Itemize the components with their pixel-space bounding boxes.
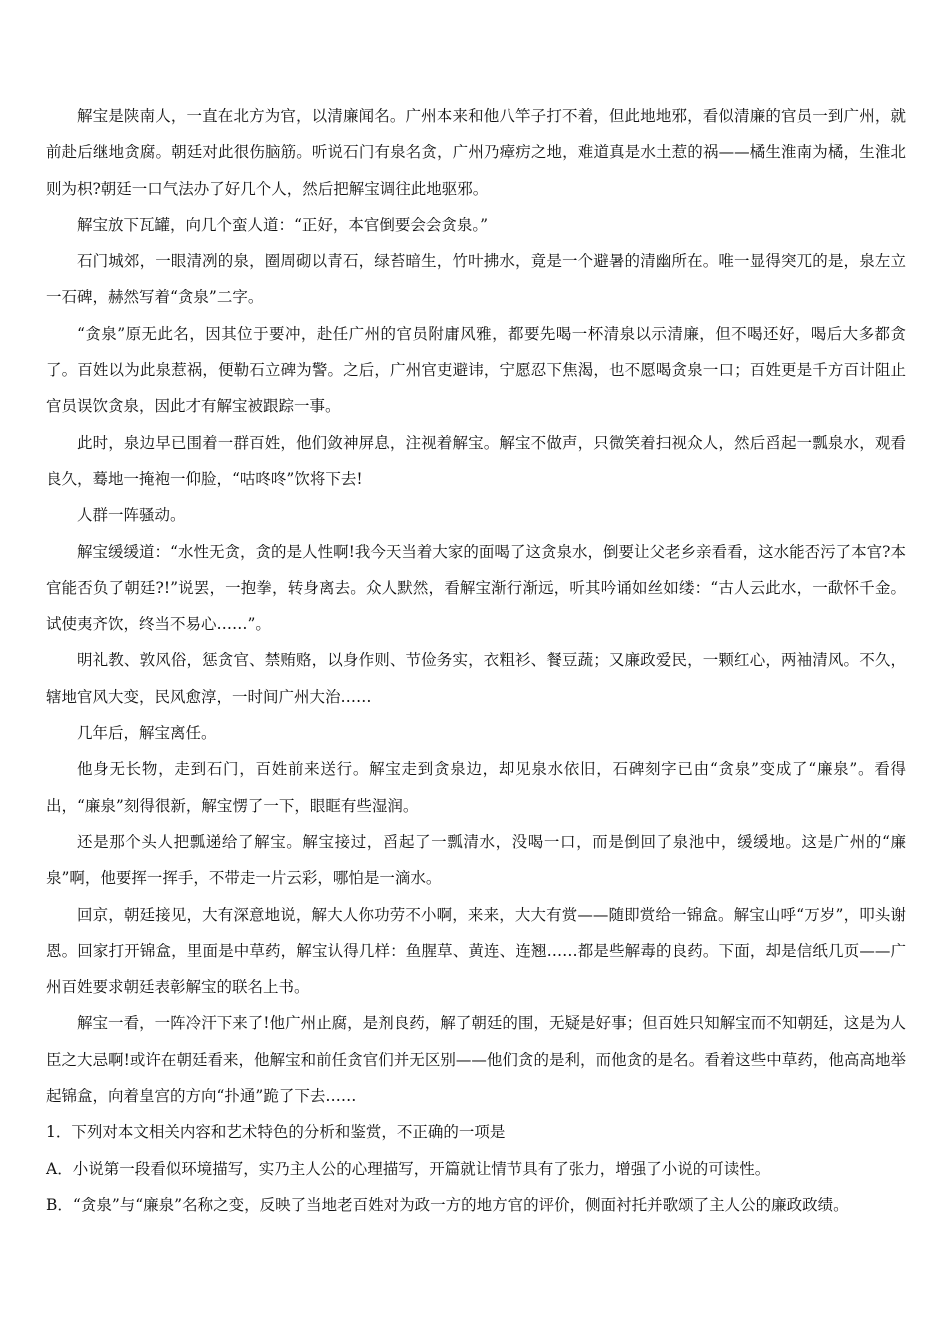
option-a: [46, 1151, 906, 1187]
story-paragraph-1: 解宝是陕南人，一直在北方为官，以清廉闻名。广州本来和他八竿子打不着，但此地地邪，看似清廉的官员一到广州，就前赴后继地贪腐。朝廷对此很伤脑筋。听说石门有泉名贪，广州乃瘴疠之地，难道真是水土惹的祸——橘生淮南为橘，生淮北则为枳?朝廷一口气法办了好几个人，然后把解宝调往此地驱邪。: [46, 107, 906, 198]
story-paragraph-4: “贪泉”原无此名，因其位于要冲，赴任广州的官员附庸风雅，都要先喝一杯清泉以示清廉，但不喝还好，喝后大多都贪了。百姓以为此泉惹祸，便勒石立碑为警。之后，广州官吏避讳，宁愿忍下焦渴，也不愿喝贪泉一口；百姓更是千方百计阻止官员误饮贪泉，因此才有解宝被跟踪一事。: [46, 324, 906, 416]
story-paragraph-8: 明礼教、敦风俗，惩贪官、禁贿赂，以身作则、节俭务实，衣粗衫、餐豆蔬；又廉政爱民，一颗红心，两袖清风。不久，辖地官风大变，民风愈淳，一时间广州大治……: [46, 651, 906, 706]
story-paragraph-13: 解宝一看，一阵冷汗下来了!他广州止腐，是剂良药，解了朝廷的围，无疑是好事；但百姓只知解宝而不知朝廷，这是为人臣之大忌啊!或许在朝廷看来，他解宝和前任贪官们并无区别——他们贪的是利，而他贪的是名。看着这些中草药，他高高地举起锦盒，向着皇宫的方向“扑通”跪了下去……: [46, 1014, 906, 1106]
story-paragraph-3: 石门城郊，一眼清冽的泉，圈周砌以青石，绿苔暗生，竹叶拂水，竟是一个避暑的清幽所在。唯一显得突兀的是，泉左立一石碑，赫然写着“贪泉”二字。: [46, 252, 906, 307]
story-paragraph-7: 解宝缓缓道：“水性无贪，贪的是人性啊!我今天当着大家的面喝了这贪泉水，倒要让父老乡亲看看，这水能否污了本官?本官能否负了朝廷?!”说罢，一抱拳，转身离去。众人默然，看解宝渐行渐远，听其吟诵如丝如缕：“古人云此水，一歃怀千金。试使夷齐饮，终当不易心……”。: [46, 542, 906, 634]
story-paragraph-11: 还是那个头人把瓢递给了解宝。解宝接过，舀起了一瓢清水，没喝一口，而是倒回了泉池中，缓缓地。这是广州的“廉泉”啊，他要挥一挥手，不带走一片云彩，哪怕是一滴水。: [46, 832, 906, 888]
article-body: [46, 98, 906, 1223]
question-stem: [46, 1114, 906, 1150]
option-a-label: A．: [46, 1159, 73, 1178]
story-paragraph-9: 几年后，解宝离任。: [77, 724, 217, 743]
story-paragraph-12: 回京，朝廷接见，大有深意地说，解大人你功劳不小啊，来来，大大有赏——随即赏给一锦盒。解宝山呼“万岁”，叩头谢恩。回家打开锦盒，里面是中草药，解宝认得几样：鱼腥草、黄连、连翘……都是些解毒的良药。下面，却是信纸几页——广州百姓要求朝廷表彰解宝的联名上书。: [46, 905, 906, 997]
story-paragraph-5: 此时，泉边早已围着一群百姓，他们敛神屏息，注视着解宝。解宝不做声，只微笑着扫视众人，然后舀起一瓢泉水，观看良久，蓦地一掩袍一仰脸，“咕咚咚”饮将下去!: [46, 433, 906, 488]
story-paragraph-10: 他身无长物，走到石门，百姓前来送行。解宝走到贪泉边，却见泉水依旧，石碑刻字已由“贪泉”变成了“廉泉”。看得出，“廉泉”刻得很新，解宝愣了一下，眼眶有些湿润。: [46, 760, 906, 815]
option-b-text: “贪泉”与“廉泉”名称之变，反映了当地老百姓对为政一方的地方官的评价，侧面衬托并歌颂了主人公的廉政政绩。: [72, 1195, 849, 1214]
option-b-label: B．: [46, 1195, 73, 1214]
option-a-text: 小说第一段看似环境描写，实乃主人公的心理描写，开篇就让情节具有了张力，增强了小说的可读性。: [72, 1159, 771, 1178]
story-paragraph-6: 人群一阵骚动。: [77, 506, 186, 525]
story-paragraph-2: 解宝放下瓦罐，向几个蛮人道：“正好，本官倒要会会贪泉。”: [77, 215, 489, 234]
option-b: [46, 1187, 906, 1223]
question-text: 下列对本文相关内容和艺术特色的分析和鉴赏，不正确的一项是: [71, 1123, 506, 1142]
question-number: 1．: [46, 1123, 72, 1142]
